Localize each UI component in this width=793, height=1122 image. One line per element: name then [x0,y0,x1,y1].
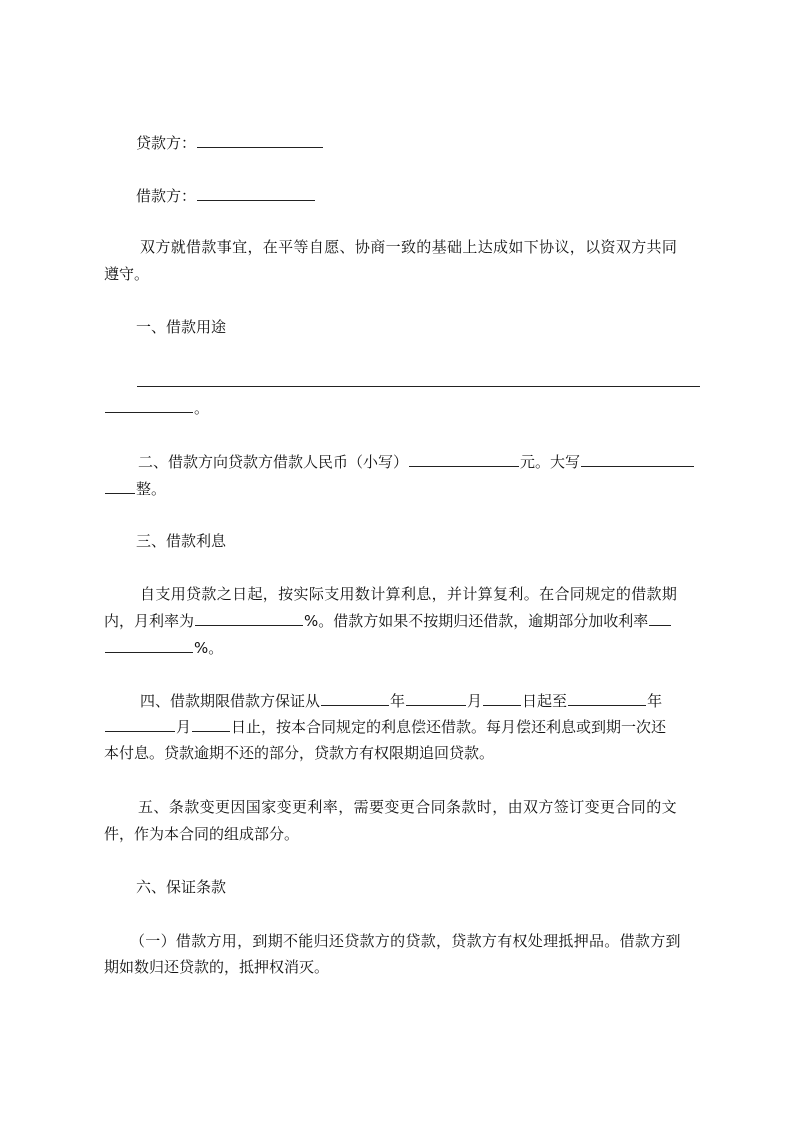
section5-line-1: 五、条款变更因国家变更利率，需要变更合同条款时，由双方签订变更合同的文 [138,798,678,816]
section3-end: %。 [194,639,224,657]
purpose-blank-2 [105,397,193,413]
overdue-text: %。借款方如果不按期归还借款，逾期部分加收利率 [304,612,649,630]
lender-blank [197,132,323,148]
section2-prefix: 二、借款方向贷款方借款人民币（小写） [138,453,409,471]
start-day-blank [483,690,521,706]
section3-line-3 [104,637,223,658]
end-month-blank [105,716,175,732]
amount-upper-blank-1 [581,451,694,467]
start-year-blank [321,690,389,706]
month-label: 月 [467,692,483,710]
end-day-blank [192,716,230,732]
section1-line-1 [136,371,701,392]
section4-prefix: 四、借款期限借款方保证从 [140,692,321,710]
lender-label: 贷款方： [136,134,197,152]
section1-line-2 [104,397,209,418]
end-month-label: 月 [176,718,192,736]
intro-line-1: 双方就借款事宜，在平等自愿、协商一致的基础上达成如下协议，以资双方共同 [140,238,678,256]
section1-heading: 一、借款用途 [136,318,227,336]
section2-line-2 [104,478,166,499]
day-from-label: 日起至 [522,692,568,710]
borrower-line [136,185,316,206]
section2-unit: 元。大写 [520,453,581,471]
section4-line-2 [104,716,666,737]
section4-line-3: 本付息。贷款逾期不还的部分，贷款方有权限期追回贷款。 [104,744,495,762]
monthly-rate-blank [195,610,303,626]
overdue-rate-blank-2 [105,637,193,653]
start-month-blank [406,690,466,706]
section3-line-1: 自支用贷款之日起，按实际支用数计算利息，并计算复利。在合同规定的借款期 [140,585,678,603]
section6-clause1-line-1: （一）借款方用，到期不能归还贷款方的贷款，贷款方有权处理抵押品。借款方到 [130,932,681,950]
purpose-blank-1 [137,371,700,387]
section5-line-2: 件，作为本合同的组成部分。 [104,825,300,843]
section4-line-1 [140,690,662,711]
end-year-blank [568,690,646,706]
borrower-blank [197,185,315,201]
borrower-label: 借款方： [136,187,197,205]
day-to-text: 日止，按本合同规定的利息偿还借款。每月偿还利息或到期一次还 [231,718,667,736]
section2-end: 整。 [136,480,167,498]
section3-line-2 [104,610,672,631]
section2-line-1 [138,451,695,472]
year-label: 年 [390,692,406,710]
amount-upper-blank-2 [105,478,135,494]
section6-clause1-line-2: 期如数归还贷款的，抵押权消灭。 [104,958,330,976]
amount-lower-blank [409,451,519,467]
overdue-rate-blank-1 [649,610,671,626]
intro-line-2: 遵守。 [104,265,150,283]
section6-heading: 六、保证条款 [136,878,227,896]
section1-end-mark: 。 [194,399,210,417]
end-year-label: 年 [647,692,663,710]
section3-heading: 三、借款利息 [136,532,227,550]
monthly-rate-label: 内，月利率为 [104,612,195,630]
lender-line [136,132,324,153]
